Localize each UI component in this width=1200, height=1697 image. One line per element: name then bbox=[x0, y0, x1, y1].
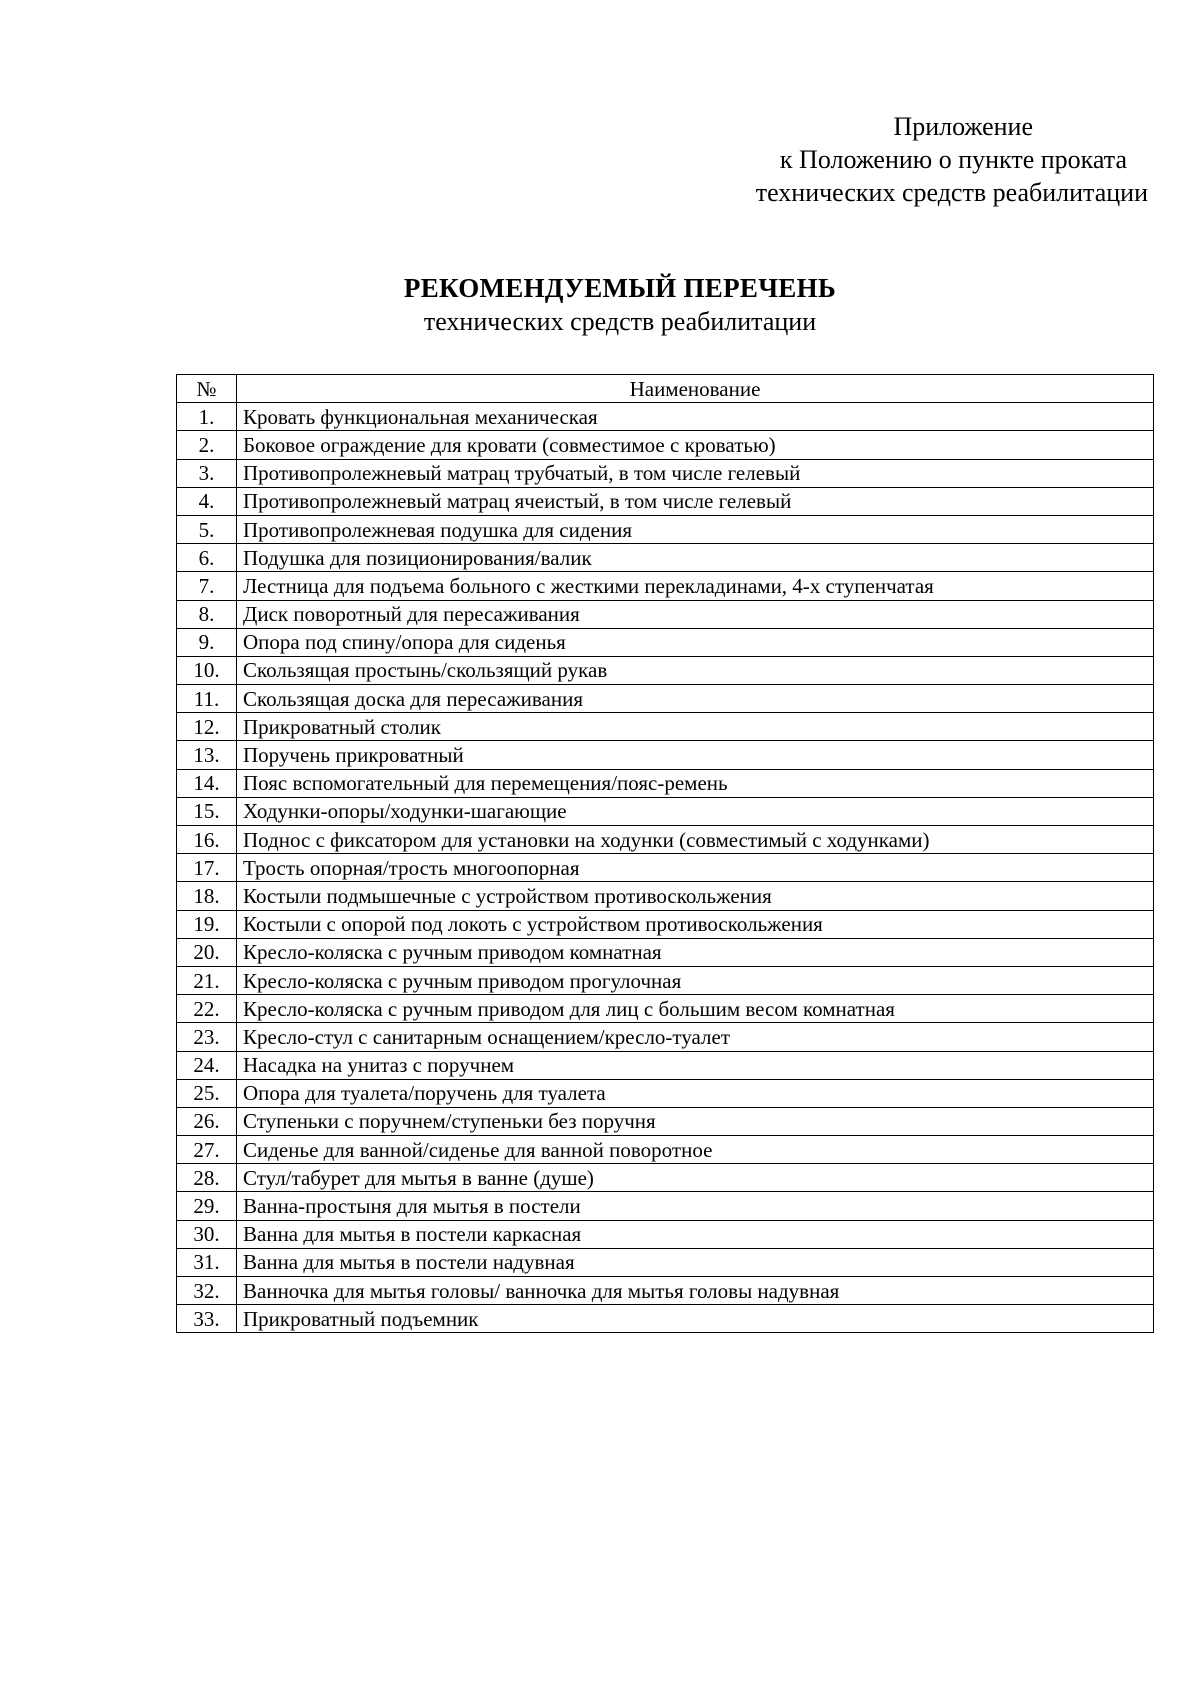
table-row bbox=[177, 713, 1154, 741]
row-name: Стул/табурет для мытья в ванне (душе) bbox=[237, 1164, 1154, 1192]
table-row bbox=[177, 769, 1154, 797]
table-row bbox=[177, 1079, 1154, 1107]
row-number: 27. bbox=[177, 1136, 237, 1164]
table-row bbox=[177, 1023, 1154, 1051]
row-number: 20. bbox=[177, 938, 237, 966]
row-number: 16. bbox=[177, 826, 237, 854]
table-row bbox=[177, 600, 1154, 628]
row-number: 19. bbox=[177, 910, 237, 938]
row-number: 31. bbox=[177, 1248, 237, 1276]
row-number: 23. bbox=[177, 1023, 237, 1051]
table-row bbox=[177, 515, 1154, 543]
row-name: Костыли с опорой под локоть с устройством противоскольжения bbox=[237, 910, 1154, 938]
table-header-row bbox=[177, 375, 1154, 403]
row-number: 7. bbox=[177, 572, 237, 600]
row-number: 33. bbox=[177, 1305, 237, 1333]
row-name: Противопролежневый матрац ячеистый, в том числе гелевый bbox=[237, 487, 1154, 515]
row-number: 25. bbox=[177, 1079, 237, 1107]
row-name: Ванна для мытья в постели надувная bbox=[237, 1248, 1154, 1276]
row-name: Ванна для мытья в постели каркасная bbox=[237, 1220, 1154, 1248]
row-number: 3. bbox=[177, 459, 237, 487]
table-row bbox=[177, 826, 1154, 854]
title-main: РЕКОМЕНДУЕМЫЙ ПЕРЕЧЕНЬ bbox=[403, 273, 837, 303]
row-name: Ванночка для мытья головы/ ванночка для мытья головы надувная bbox=[237, 1277, 1154, 1305]
table-row bbox=[177, 656, 1154, 684]
table-row bbox=[177, 628, 1154, 656]
row-name: Скользящая простынь/скользящий рукав bbox=[237, 656, 1154, 684]
table-row bbox=[177, 741, 1154, 769]
table-body bbox=[177, 403, 1154, 1333]
table-row bbox=[177, 572, 1154, 600]
table-row bbox=[177, 995, 1154, 1023]
table-row bbox=[177, 1277, 1154, 1305]
row-number: 14. bbox=[177, 769, 237, 797]
table-row bbox=[177, 966, 1154, 994]
row-name: Костыли подмышечные с устройством противоскольжения bbox=[237, 882, 1154, 910]
row-number: 12. bbox=[177, 713, 237, 741]
row-number: 15. bbox=[177, 797, 237, 825]
appendix-line-1: Приложение bbox=[893, 112, 1033, 141]
row-number: 28. bbox=[177, 1164, 237, 1192]
row-name: Трость опорная/трость многоопорная bbox=[237, 854, 1154, 882]
table-row bbox=[177, 1305, 1154, 1333]
row-name: Противопролежневая подушка для сидения bbox=[237, 515, 1154, 543]
row-name: Кресло-коляска с ручным приводом комнатная bbox=[237, 938, 1154, 966]
row-number: 24. bbox=[177, 1051, 237, 1079]
row-name: Кровать функциональная механическая bbox=[237, 403, 1154, 431]
table-row bbox=[177, 431, 1154, 459]
table-row bbox=[177, 685, 1154, 713]
row-number: 11. bbox=[177, 685, 237, 713]
row-name: Опора под спину/опора для сиденья bbox=[237, 628, 1154, 656]
table-row bbox=[177, 1248, 1154, 1276]
row-number: 21. bbox=[177, 966, 237, 994]
row-number: 26. bbox=[177, 1107, 237, 1135]
row-name: Ступеньки с поручнем/ступеньки без поручня bbox=[237, 1107, 1154, 1135]
table-row bbox=[177, 854, 1154, 882]
table-row bbox=[177, 797, 1154, 825]
table-row bbox=[177, 459, 1154, 487]
table-row bbox=[177, 1136, 1154, 1164]
row-number: 10. bbox=[177, 656, 237, 684]
appendix-heading bbox=[756, 110, 1148, 209]
row-name: Ходунки-опоры/ходунки-шагающие bbox=[237, 797, 1154, 825]
table-row bbox=[177, 544, 1154, 572]
row-name: Кресло-стул с санитарным оснащением/кресло-туалет bbox=[237, 1023, 1154, 1051]
row-name: Подушка для позиционирования/валик bbox=[237, 544, 1154, 572]
row-name: Кресло-коляска с ручным приводом для лиц с большим весом комнатная bbox=[237, 995, 1154, 1023]
row-name: Пояс вспомогательный для перемещения/пояс-ремень bbox=[237, 769, 1154, 797]
row-number: 29. bbox=[177, 1192, 237, 1220]
table-row bbox=[177, 882, 1154, 910]
header-number: № bbox=[177, 375, 237, 403]
row-name: Поднос с фиксатором для установки на ходунки (совместимый с ходунками) bbox=[237, 826, 1154, 854]
row-name: Прикроватный столик bbox=[237, 713, 1154, 741]
row-name: Боковое ограждение для кровати (совместимое с кроватью) bbox=[237, 431, 1154, 459]
header-name: Наименование bbox=[237, 375, 1154, 403]
table-row bbox=[177, 1192, 1154, 1220]
row-number: 32. bbox=[177, 1277, 237, 1305]
table-row bbox=[177, 1051, 1154, 1079]
appendix-line-2: к Положению о пункте проката bbox=[779, 145, 1127, 174]
table-row bbox=[177, 1107, 1154, 1135]
table-row bbox=[177, 487, 1154, 515]
row-number: 13. bbox=[177, 741, 237, 769]
row-number: 1. bbox=[177, 403, 237, 431]
row-number: 4. bbox=[177, 487, 237, 515]
table-row bbox=[177, 1220, 1154, 1248]
row-number: 6. bbox=[177, 544, 237, 572]
row-number: 30. bbox=[177, 1220, 237, 1248]
appendix-line-3: технических средств реабилитации bbox=[755, 178, 1148, 207]
title-subtitle: технических средств реабилитации bbox=[423, 307, 817, 336]
row-name: Диск поворотный для пересаживания bbox=[237, 600, 1154, 628]
row-name: Прикроватный подъемник bbox=[237, 1305, 1154, 1333]
table-row bbox=[177, 1164, 1154, 1192]
row-name: Лестница для подъема больного с жесткими перекладинами, 4-х ступенчатая bbox=[237, 572, 1154, 600]
row-name: Скользящая доска для пересаживания bbox=[237, 685, 1154, 713]
row-name: Ванна-простыня для мытья в постели bbox=[237, 1192, 1154, 1220]
row-name: Кресло-коляска с ручным приводом прогулочная bbox=[237, 966, 1154, 994]
table-row bbox=[177, 403, 1154, 431]
row-number: 5. bbox=[177, 515, 237, 543]
items-table bbox=[176, 374, 1154, 1333]
row-number: 9. bbox=[177, 628, 237, 656]
row-number: 18. bbox=[177, 882, 237, 910]
row-name: Опора для туалета/поручень для туалета bbox=[237, 1079, 1154, 1107]
table-row bbox=[177, 938, 1154, 966]
document-title bbox=[0, 272, 1200, 338]
row-name: Противопролежневый матрац трубчатый, в том числе гелевый bbox=[237, 459, 1154, 487]
row-number: 17. bbox=[177, 854, 237, 882]
row-number: 2. bbox=[177, 431, 237, 459]
row-number: 22. bbox=[177, 995, 237, 1023]
row-number: 8. bbox=[177, 600, 237, 628]
row-name: Насадка на унитаз с поручнем bbox=[237, 1051, 1154, 1079]
row-name: Поручень прикроватный bbox=[237, 741, 1154, 769]
table-row bbox=[177, 910, 1154, 938]
row-name: Сиденье для ванной/сиденье для ванной поворотное bbox=[237, 1136, 1154, 1164]
